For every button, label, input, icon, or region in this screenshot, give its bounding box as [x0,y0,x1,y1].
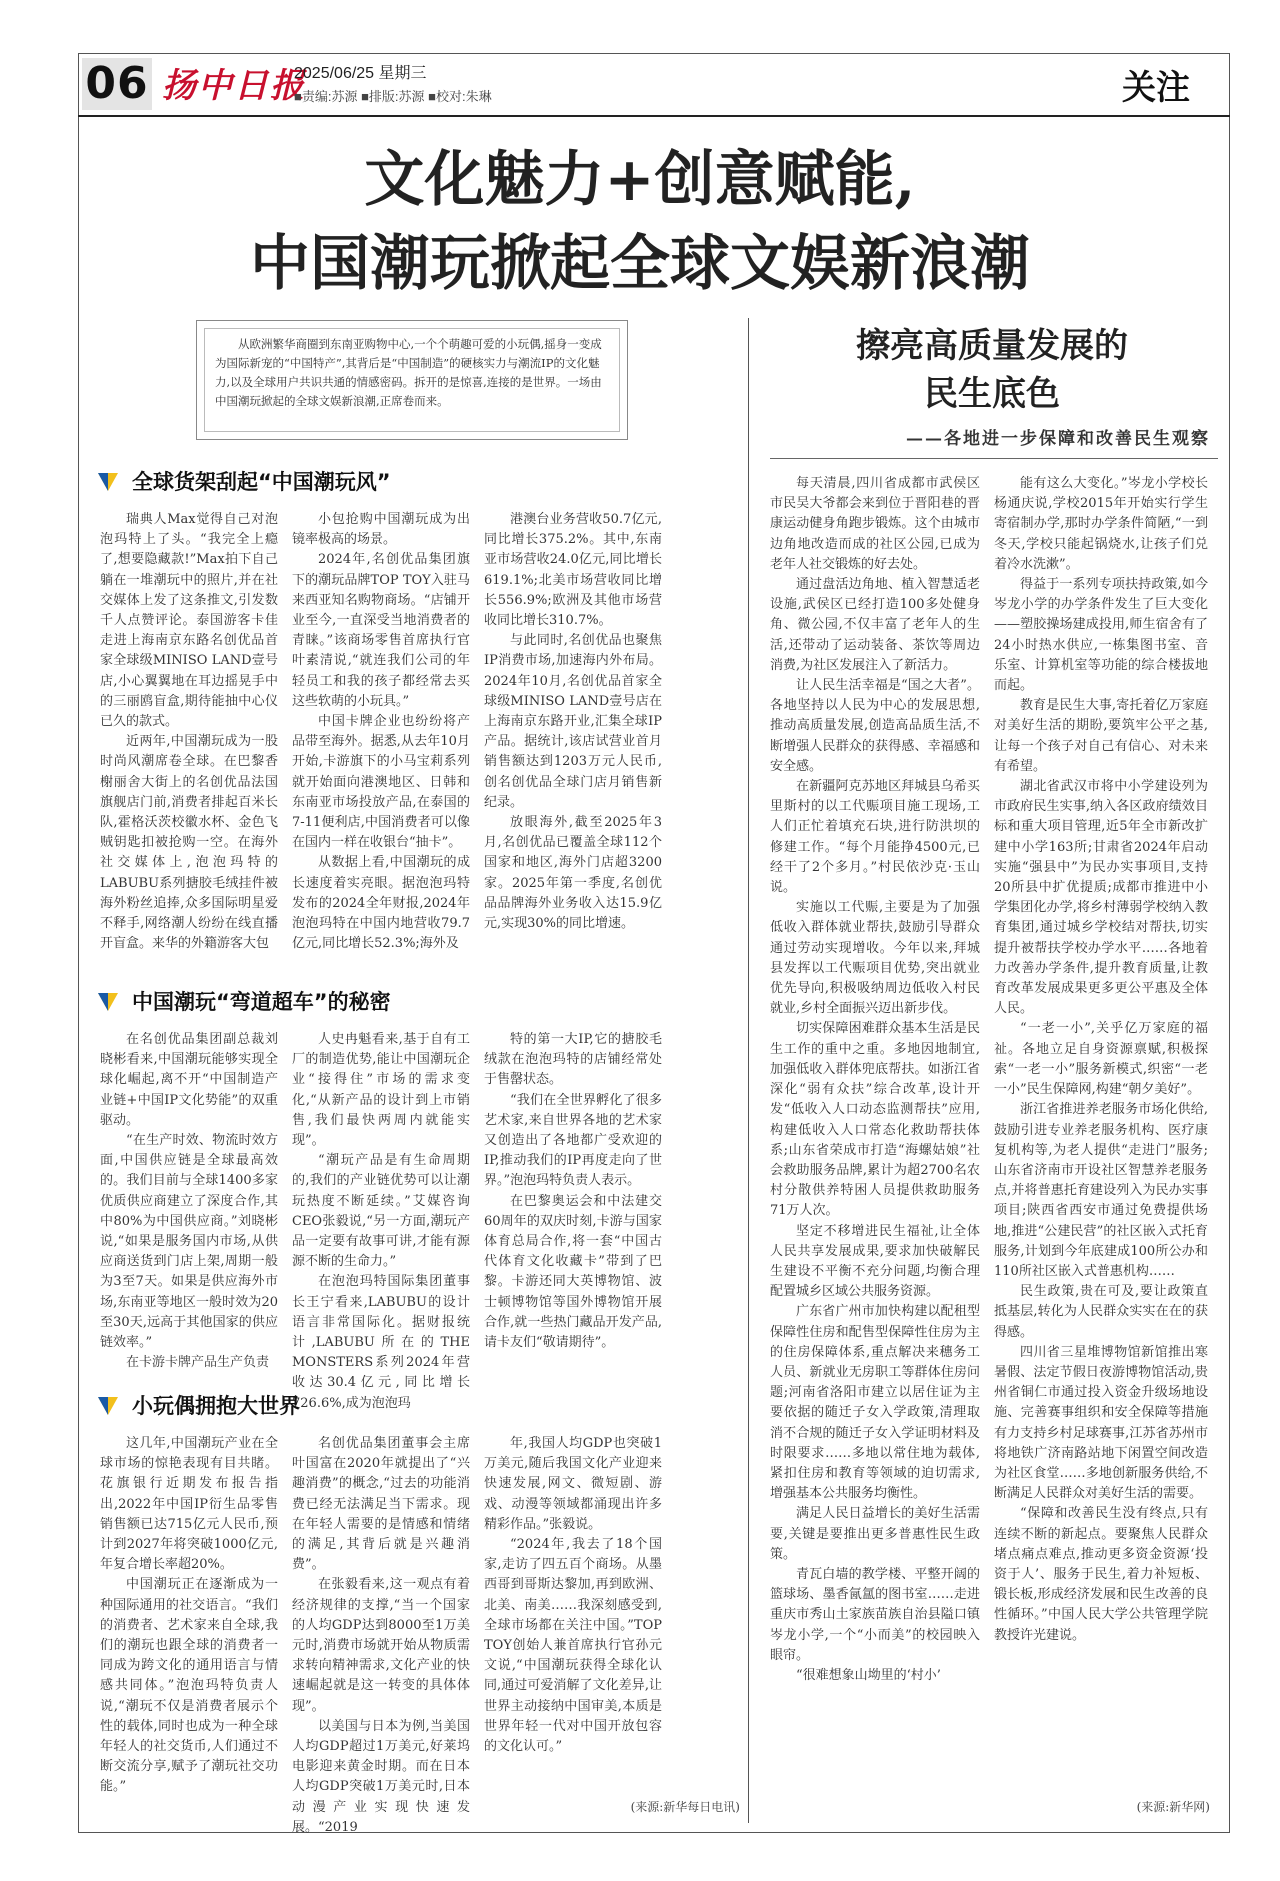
section-heading-overtaking-secret [98,984,391,1018]
paragraph: “保障和改善民生没有终点,只有连续不断的新起点。要聚焦人民群众堵点痛点难点,推动更多资金资源‘投资于人’、服务于民生,着力补短板、锻长板,形成经济发展和民生改善的良性循环。”中国人民大学公共管理学院教授许光建说。 [994,1506,1208,1643]
right-article-column-2 [994,474,1208,1796]
paragraph: 中国卡牌企业也纷纷将产品带至海外。据悉,从去年10月开始,卡游旗下的小马宝莉系列就开始面向港澳地区、日韩和东南亚市场投放产品,在泰国的7-11便利店,中国消费者可以像在国内一样在收银台“抽卡”。 [292,714,470,851]
section-label: 关注 [1122,68,1190,108]
paragraph: 湖北省武汉市将中小学建设列为市政府民生实事,纳入各区政府绩效目标和重大项目管理,近5年全市新改扩建中小学163所;甘肃省2024年启动实施“强县中”为民办实事项目,支持20所县中扩优提质;成都市推进中小学集团化办学,将乡村薄弱学校纳入教育集团,通过城乡学校结对帮扶,切实提升被帮扶学校办学水平……各地着力改善办学条件,提升教育质量,让教育改革发展成果更多更公平惠及全体人民。 [994,779,1208,1017]
paragraph: “在生产时效、物流时效方面,中国供应链是全球最高效的。我们目前与全球1400多家优质供应商建立了深度合作,其中80%为中国供应商。”刘晓彬说,“如果是服务国内市场,从供应商送货到门店上架,周期一般为3至7天。如果是供应海外市场,东南亚等地区一般时效为20至30天,远高于其他国家的供应链效率。” [100,1133,278,1351]
section-2-column-2 [292,1030,470,1411]
section-heading-global-shelves [98,464,391,498]
section-title: 全球货架刮起“中国潮玩风” [132,470,391,494]
issue-date: 2025/06/25 星期三 [294,65,427,82]
paragraph: 特的第一大IP,它的搪胶毛绒款在泡泡玛特的店铺经常处于售罄状态。 [484,1032,662,1088]
column-divider [748,318,749,1823]
paragraph: 瑞典人Max觉得自己对泡泡玛特上了头。“我完全上瘾了,想要隐藏款!”Max拍下自己躺在一堆潮玩中的照片,并在社交媒体上发了这条推文,引发数千人点赞评论。泰国游客卡佳走进上海南京东路名创优品首家全球级MINISO LAND壹号店,小心翼翼地在耳边摇晃手中的三丽鸥盲盒,期待能抽中心仪已久的款式。 [100,512,278,730]
section-marker-icon [98,991,118,1011]
paragraph: “很难想象山坳里的‘村小’ [796,1667,941,1683]
paragraph: 通过盘活边角地、植入智慧适老设施,武侯区已经打造100多处健身角、微公园,不仅丰富了老年人的生活,还带动了运动装备、茶饮等周边消费,为社区发展注入了新活力。 [770,577,980,673]
right-header-rule [770,458,1218,459]
paragraph: 教育是民生大事,寄托着亿万家庭对美好生活的期盼,要筑牢公平之基,让每一个孩子对自己有信心、对未来有希望。 [994,698,1208,774]
paragraph: “2024年,我去了18个国家,走访了四五百个商场。从墨西哥到哥斯达黎加,再到欧洲、北美、南美……我深刻感受到,全球市场都在关注中国。”TOP TOY创始人兼首席执行官孙元文说,“中国潮玩获得全球化认同,通过可爱消解了文化差异,让世界主动接纳中国审美,本质是世界年轻一代对中国开放包容的文化认可。” [484,1537,662,1755]
paragraph: 浙江省推进养老服务市场化供给,鼓励引进专业养老服务机构、医疗康复机构等,为老人提供“走进门”服务;山东省济南市开设社区智慧养老服务点,并将普惠托育建设列入为民办实事项目;陕西省西安市通过免费提供场地,推进“公建民营”的社区嵌入式托育服务,计划到今年底建成100所公办和110所社区嵌入式普惠机构…… [994,1102,1208,1279]
right-headline [770,322,1214,418]
section-marker-icon [98,471,118,491]
article-source-left: (来源:新华每日电讯) [630,1800,740,1814]
paragraph: 小包抢购中国潮玩成为出镜率极高的场景。 [292,512,470,548]
paragraph: 民生政策,贵在可及,要让政策直抵基层,转化为人民群众实实在在的获得感。 [994,1284,1208,1340]
paragraph: 青瓦白墙的教学楼、平整开阔的篮球场、墨香氤氲的图书室……走进重庆市秀山土家族苗族自治县隘口镇岑龙小学,一个“小而美”的校园映入眼帘。 [770,1566,980,1663]
section-3-column-2 [292,1434,470,1835]
section-title: 中国潮玩“弯道超车”的秘密 [132,990,391,1014]
paragraph: 年,我国人均GDP也突破1万美元,随后我国文化产业迎来快速发展,网文、微短剧、游戏、动漫等领域都涌现出许多精彩作品。”张毅说。 [484,1436,662,1532]
paragraph: 在巴黎奥运会和中法建交60周年的双庆时刻,卡游与国家体育总局合作,将一套“中国古代体育文化收藏卡”带到了巴黎。卡游还同大英博物馆、波士顿博物馆等国外博物馆开展合作,就一些热门藏品开发产品,请卡友们“敬请期待”。 [484,1193,662,1351]
paragraph: 人史冉魁看来,基于自有工厂的制造优势,能让中国潮玩企业“接得住”市场的需求变化,“从新产品的设计到上市销售,我们最快两周内就能实现”。 [292,1032,470,1149]
section-3-column-3 [484,1434,662,1794]
section-title: 小玩偶拥抱大世界 [132,1394,300,1418]
right-headline-line-1: 擦亮高质量发展的 [856,326,1128,366]
paragraph: 在泡泡玛特国际集团董事长王宁看来,LABUBU的设计语言非常国际化。据财报统计,LABUBU所在的THE MONSTERS系列2024年营收达30.4亿元,同比增长726.6%,成为泡泡玛 [292,1274,470,1411]
section-2-column-3 [484,1030,662,1370]
paragraph: “我们在全世界孵化了很多艺术家,来自世界各地的艺术家又创造出了各地都广受欢迎的IP,推动我们的IP再度走向了世界。”泡泡玛特负责人表示。 [484,1092,662,1189]
paragraph: 港澳台业务营收50.7亿元,同比增长375.2%。其中,东南亚市场营收24.0亿元,同比增长619.1%;北美市场营收同比增长556.9%;欧洲及其他市场营收同比增长310.7%。 [484,512,662,629]
paragraph: 以美国与日本为例,当美国人均GDP超过1万美元,好莱坞电影迎来黄金时期。而在日本人均GDP突破1万美元时,日本动漫产业实现快速发展。“2019 [292,1718,470,1835]
paragraph: 得益于一系列专项扶持政策,如今岑龙小学的办学条件发生了巨大变化——塑胶操场建成投用,师生宿舍有了24小时热水供应,一栋集图书室、音乐室、计算机室等功能的综合楼拔地而起。 [994,577,1208,694]
paragraph: “潮玩产品是有生命周期的,我们的产业链优势可以让潮玩热度不断延续。”艾媒咨询CEO张毅说,“另一方面,潮玩产品一定要有故事可讲,才能有源源不断的生命力。” [292,1153,470,1270]
header-divider [78,115,1230,117]
section-1-column-2 [292,510,470,972]
paragraph: 名创优品集团董事会主席叶国富在2020年就提出了“兴趣消费”的概念,“过去的功能消费已经无法满足当下需求。现在年轻人需要的是情感和情绪的满足,其背后就是兴趣消费”。 [292,1436,470,1573]
editor-credits: ■责编:苏源 ■排版:苏源 ■校对:朱琳 [294,89,492,104]
section-1-column-1 [100,510,278,972]
page-number: 06 [82,58,152,110]
paragraph: 在新疆阿克苏地区拜城县乌希买里斯村的以工代赈项目施工现场,工人们正忙着填充石块,进行防洪坝的修建工作。“每个月能挣4500元,已经干了2个多月。”村民依沙克·玉山说。 [770,779,980,896]
right-article-column-1 [770,474,980,1796]
paragraph: 2024年,名创优品集团旗下的潮玩品牌TOP TOY入驻马来西亚知名购物商场。“店铺开业至今,一直深受当地消费者的青睐。”该商场零售首席执行官叶素清说,“就连我们公司的年轻员工和我的孩子都经常去买这些软萌的小玩具。” [292,552,470,709]
paragraph: 广东省广州市加快构建以配租型保障性住房和配售型保障性住房为主的住房保障体系,重点解决来穗务工人员、新就业无房职工等群体住房问题;河南省洛阳市建立以居住证为主要依据的随迁子女入学政策,清理取消不合规的随迁子女入学证明材料及时限要求……多地以常住地为载体,紧扣住房和教育等领域的迫切需求,增强基本公共服务均衡性。 [770,1304,980,1502]
section-1-column-3 [484,510,662,972]
paragraph: 能有这么大变化。”岑龙小学校长杨通庆说,学校2015年开始实行学生寄宿制办学,那时办学条件简陋,“一到冬天,学校只能起锅烧水,让孩子们兑着冷水洗漱”。 [994,476,1208,572]
paragraph: 与此同时,名创优品也聚焦IP消费市场,加速海内外布局。2024年10月,名创优品首家全球级MINISO LAND壹号店在上海南京东路开业,汇集全球IP产品。据统计,该店试营业首月销售额达到1203万元人民币,创名创优品全球门店月销售新纪录。 [484,633,662,810]
paragraph: 实施以工代赈,主要是为了加强低收入群体就业帮扶,鼓励引导群众通过劳动实现增收。今年以来,拜城县发挥以工代赈项目优势,突出就业优先导向,积极吸纳周边低收入村民就业,乡村全面振兴迈出新步伐。 [770,900,980,1017]
paragraph: 坚定不移增进民生福祉,让全体人民共享发展成果,要求加快破解民生建设不平衡不充分问题,均衡合理配置城乡区域公共服务资源。 [770,1223,980,1300]
paragraph: 从数据上看,中国潮玩的成长速度着实亮眼。据泡泡玛特发布的2024全年财报,2024年泡泡玛特在中国内地营收79.7亿元,同比增长52.3%;海外及 [292,855,470,952]
newspaper-masthead: 扬中日报 [162,66,306,106]
paragraph: 这几年,中国潮玩产业在全球市场的惊艳表现有目共睹。花旗银行近期发布报告指出,2022年中国IP衍生品零售销售额已达715亿元人民币,预计到2027年将突破1000亿元,年复合增长率超20%。 [100,1436,278,1573]
paragraph: 近两年,中国潮玩成为一股时尚风潮席卷全球。在巴黎香榭丽舍大街上的名创优品法国旗舰店门前,消费者排起百米长队,霍格沃茨校徽水杯、金色飞贼钥匙扣被抢购一空。在海外社交媒体上,泡泡玛特的LABUBU系列搪胶毛绒挂件被海外粉丝追捧,众多国际明星爱不释手,网络潮人纷纷在线直播开盲盒。来华的外籍游客大包 [100,734,278,952]
paragraph: 切实保障困难群众基本生活是民生工作的重中之重。多地因地制宜,加强低收入群体兜底帮扶。如浙江省深化“弱有众扶”综合改革,设计开发“低收入人口动态监测帮扶”应用,构建低收入人口常态化救助帮扶体系;山东省荣成市打造“海螺姑娘”社会救助服务品牌,累计为超2700名农村分散供养特困人员提供救助服务71万人次。 [770,1021,980,1219]
paragraph: 中国潮玩正在逐渐成为一种国际通用的社交语言。“我们的消费者、艺术家来自全球,我们的潮玩也跟全球的消费者一同成为跨文化的通用语言与情感共同体。”泡泡玛特负责人说,“潮玩不仅是消费者展示个性的载体,同时也成为一种全球年轻人的社交货币,人们通过不断交流分享,赋予了潮玩社交功能。” [100,1577,278,1795]
paragraph: 放眼海外,截至2025年3月,名创优品已覆盖全球112个国家和地区,海外门店超3200家。2025年第一季度,名创优品品牌海外业务收入达15.9亿元,实现30%的同比增速。 [484,815,662,932]
main-headline-line-1: 文化魅力+创意赋能, [364,145,916,215]
section-2-column-1 [100,1030,278,1370]
paragraph: 四川省三星堆博物馆新馆推出寒暑假、法定节假日夜游博物馆活动,贵州省铜仁市通过投入资金升级场地设施、完善赛事组织和安全保障等措施有力支持乡村足球赛事,江苏省苏州市将地铁广济南路站地下闲置空间改造为社区食堂……多地创新服务供给,不断满足人民群众对美好生活的需要。 [994,1344,1208,1502]
paragraph: “一老一小”,关乎亿万家庭的福祉。各地立足自身资源禀赋,积极探索“一老一小”服务新模式,织密“一老一小”民生保障网,构建“朝夕美好”。 [994,1021,1208,1098]
paragraph: 让人民生活幸福是“国之大者”。各地坚持以人民为中心的发展思想,推动高质量发展,创造高品质生活,不断增强人民群众的获得感、幸福感和安全感。 [770,678,980,774]
paragraph: 在卡游卡牌产品生产负责 [126,1355,270,1371]
paragraph: 在名创优品集团副总裁刘晓彬看来,中国潮玩能够实现全球化崛起,离不开“中国制造产业链+中国IP文化势能”的双重驱动。 [100,1032,278,1128]
section-heading-small-dolls-big-world [98,1388,300,1422]
main-headline [160,138,1120,306]
section-marker-icon [98,1395,118,1415]
section-3-column-1 [100,1434,278,1814]
paragraph: 每天清晨,四川省成都市武侯区市民吴大爷都会来到位于晋阳巷的晋康运动健身角跑步锻炼。这个由城市边角地改造而成的社区公园,已成为老年人社交锻炼的好去处。 [770,476,980,572]
main-headline-line-2: 中国潮玩掀起全球文娱新浪潮 [250,229,1030,299]
paragraph: 满足人民日益增长的美好生活需要,关键是要推出更多普惠性民生政策。 [770,1506,980,1562]
paragraph: 在张毅看来,这一观点有着经济规律的支撑,“当一个国家的人均GDP达到8000至1万美元时,消费市场就开始从物质需求转向精神需求,文化产业的快速崛起就是这一转变的具体体现”。 [292,1577,470,1714]
right-subheadline: ——各地进一步保障和改善民生观察 [906,429,1210,449]
right-headline-line-2: 民生底色 [924,374,1060,414]
article-source-right: (来源:新华网) [1136,1800,1210,1814]
lead-paragraph: 从欧洲繁华商圈到东南亚购物中心,一个个萌趣可爱的小玩偶,摇身一变成为国际新宠的“中国特产”,其背后是“中国制造”的硬核实力与潮流IP的文化魅力,以及全球用户共识共通的情感密码。拆开的是惊喜,连接的是世界。一场由中国潮玩掀起的全球文娱新浪潮,正席卷而来。 [204,328,620,432]
